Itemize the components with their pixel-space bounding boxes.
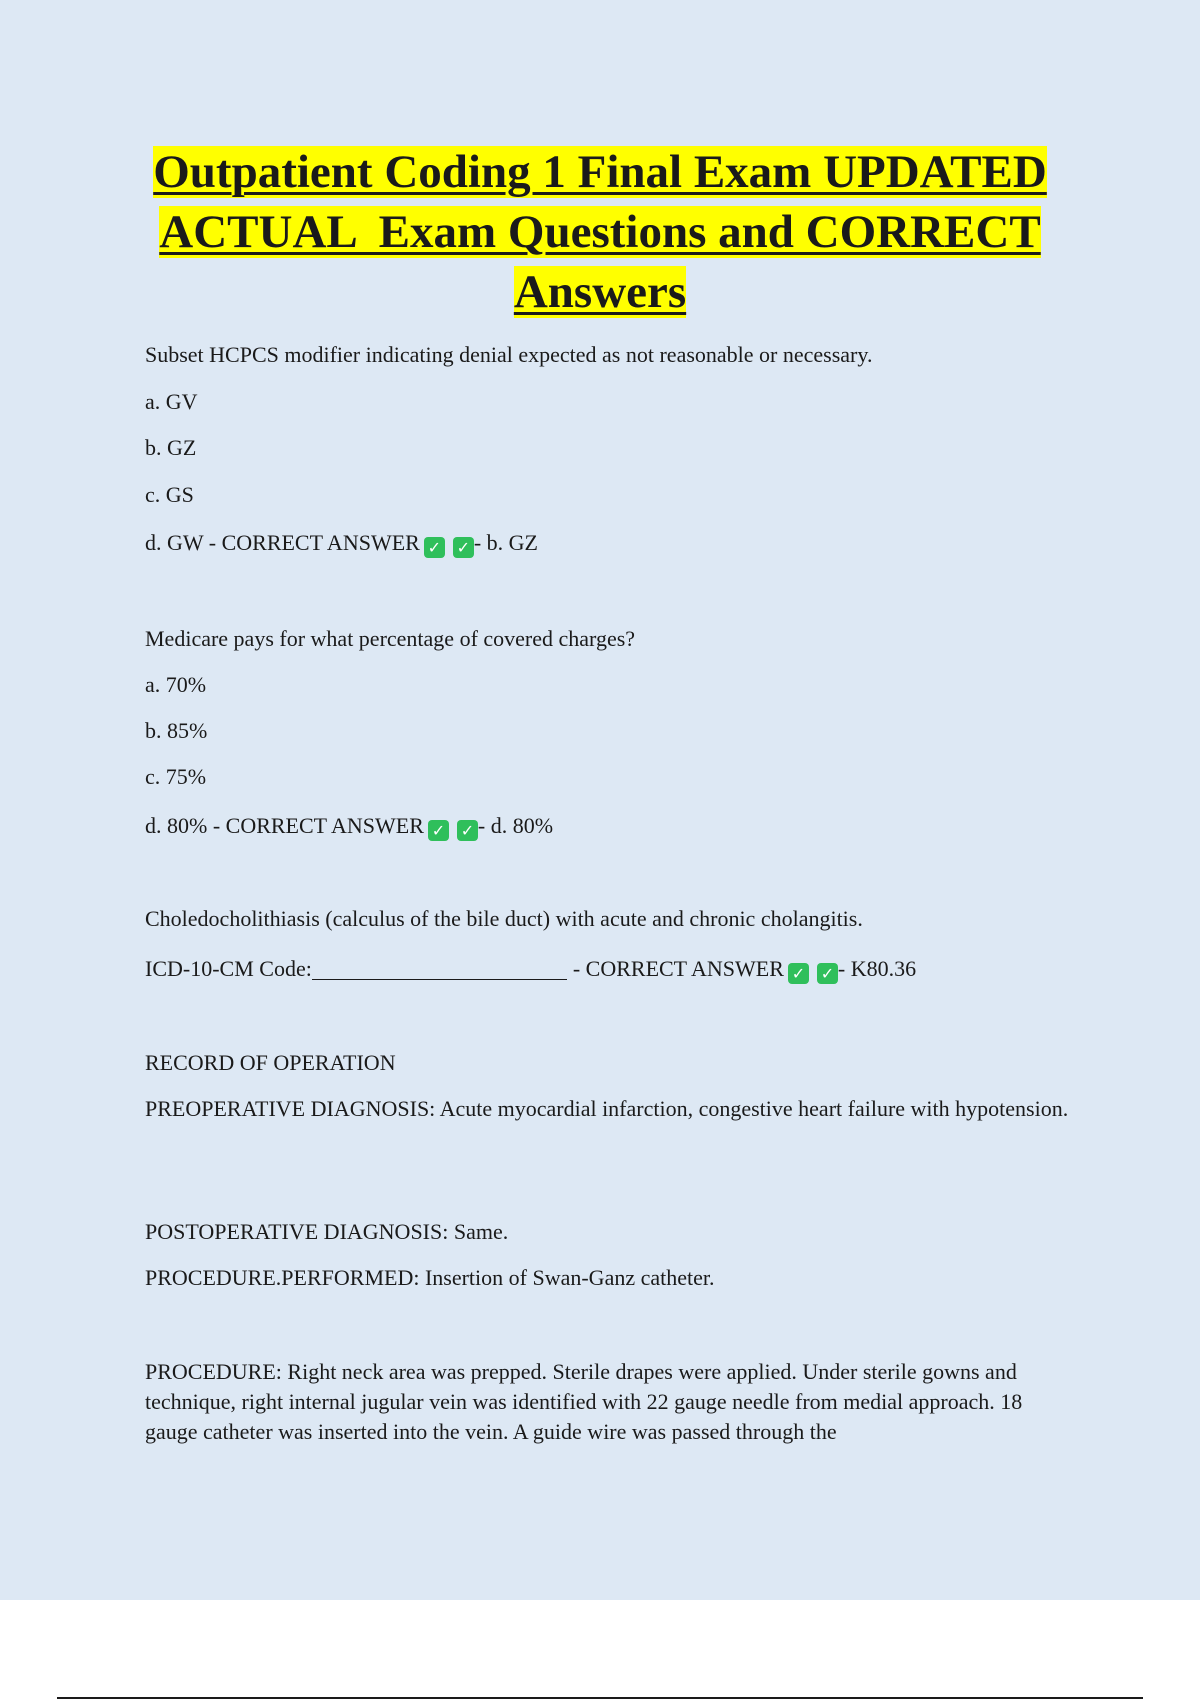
check-mark-icon: ✓ [457, 820, 478, 841]
postoperative-diagnosis: POSTOPERATIVE DIAGNOSIS: Same. [145, 1219, 509, 1244]
question-3-code-label: ICD-10-CM Code: [145, 956, 312, 981]
question-3-answer-line [145, 954, 1085, 984]
question-1-option-c: c. GS [145, 482, 194, 507]
question-2-option-b: b. 85% [145, 718, 208, 743]
check-mark-icon: ✓ [453, 537, 474, 558]
question-1-answer-line [145, 528, 1085, 558]
check-mark-icon: ✓ [788, 963, 809, 984]
record-of-operation-heading: RECORD OF OPERATION [145, 1050, 396, 1075]
answer-blank-line [312, 957, 567, 980]
question-3-correct-label: - CORRECT ANSWER [572, 956, 784, 981]
question-3-answer: - K80.36 [837, 956, 917, 981]
question-2-option-c: c. 75% [145, 764, 207, 789]
document-title [100, 142, 1100, 322]
check-mark-icon: ✓ [424, 537, 445, 558]
question-1-option-d: d. GW - CORRECT ANSWER [145, 530, 420, 555]
question-1-answer: - b. GZ [473, 530, 538, 555]
question-2-option-a: a. 70% [145, 672, 207, 697]
question-2-answer-line [145, 811, 1085, 841]
procedure-description: PROCEDURE: Right neck area was prepped. Sterile drapes were applied. Under sterile gowns and technique, right internal jugular vein was identified with 22 gauge needle from medial approach. 18 gauge catheter was inserted into the vein. A guide wire was passed through the [145, 1359, 1023, 1444]
question-3-text: Choledocholithiasis (calculus of the bile duct) with acute and chronic cholangitis. [145, 906, 863, 931]
question-2-answer: - d. 80% [477, 813, 554, 838]
footer-divider [57, 1697, 1143, 1699]
title-line-1: Outpatient Coding 1 Final Exam UPDATED [153, 146, 1047, 198]
question-1-text: Subset HCPCS modifier indicating denial expected as not reasonable or necessary. [145, 342, 873, 367]
question-1-option-a: a. GV [145, 389, 198, 414]
check-mark-icon: ✓ [817, 963, 838, 984]
question-1-option-b: b. GZ [145, 435, 197, 460]
question-2-option-d: d. 80% - CORRECT ANSWER [145, 813, 424, 838]
preoperative-diagnosis: PREOPERATIVE DIAGNOSIS: Acute myocardial infarction, congestive heart failure with hypotension. [145, 1096, 1069, 1121]
title-line-3: Answers [513, 266, 687, 318]
title-line-2: ACTUAL Exam Questions and CORRECT [159, 206, 1041, 258]
procedure-performed: PROCEDURE.PERFORMED: Insertion of Swan-Ganz catheter. [145, 1265, 715, 1290]
check-mark-icon: ✓ [428, 820, 449, 841]
question-2-text: Medicare pays for what percentage of covered charges? [145, 626, 636, 651]
